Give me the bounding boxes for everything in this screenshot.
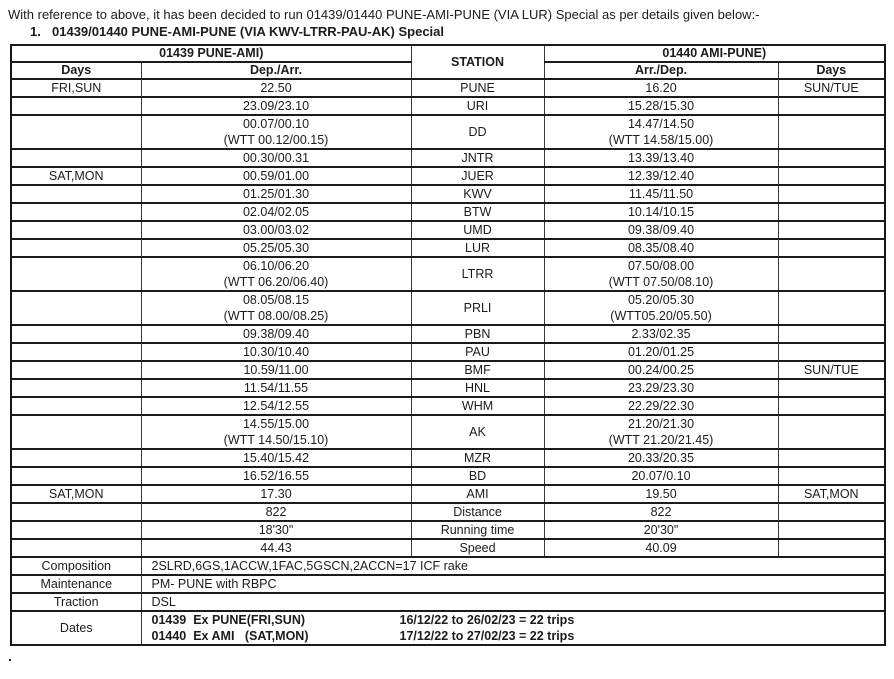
days-left-cell xyxy=(11,503,141,521)
dates-train: 01440 Ex AMI (SAT,MON) xyxy=(151,629,309,643)
days-right-cell xyxy=(778,167,885,185)
arr-dep-cell: 07.50/08.00 (WTT 07.50/08.10) xyxy=(544,257,778,291)
station-cell: PUNE xyxy=(411,79,544,97)
section-heading-number: 1. xyxy=(30,24,41,39)
arr-dep-cell: 21.20/21.30 (WTT 21.20/21.45) xyxy=(544,415,778,449)
days-right-cell xyxy=(778,257,885,291)
days-left-cell xyxy=(11,343,141,361)
arr-dep-cell: 22.29/22.30 xyxy=(544,397,778,415)
timetable-row xyxy=(11,467,885,485)
dep-arr-cell: 05.25/05.30 xyxy=(141,239,411,257)
days-left-cell: SAT,MON xyxy=(11,485,141,503)
dep-arr-cell: 10.59/11.00 xyxy=(141,361,411,379)
footer-row xyxy=(11,575,885,593)
dep-arr-cell: 12.54/12.55 xyxy=(141,397,411,415)
timetable-row xyxy=(11,415,885,449)
days-left-cell xyxy=(11,257,141,291)
footer-body xyxy=(11,557,885,645)
dep-arr-cell: 00.30/00.31 xyxy=(141,149,411,167)
dep-arr-cell: 03.00/03.02 xyxy=(141,221,411,239)
timetable xyxy=(10,44,886,646)
days-left-cell: FRI,SUN xyxy=(11,79,141,97)
footer-row xyxy=(11,557,885,575)
days-right-cell xyxy=(778,397,885,415)
timetable-row xyxy=(11,539,885,557)
section-heading xyxy=(30,24,894,40)
dep-arr-cell: 16.52/16.55 xyxy=(141,467,411,485)
dep-arr-cell: 15.40/15.42 xyxy=(141,449,411,467)
arr-dep-cell: 40.09 xyxy=(544,539,778,557)
days-right-cell xyxy=(778,467,885,485)
timetable-row xyxy=(11,397,885,415)
days-right-cell xyxy=(778,503,885,521)
days-left-cell xyxy=(11,415,141,449)
days-left-cell xyxy=(11,449,141,467)
footer-row xyxy=(11,593,885,611)
station-cell: BTW xyxy=(411,203,544,221)
timetable-row xyxy=(11,343,885,361)
days-right-cell: SUN/TUE xyxy=(778,361,885,379)
station-cell: Running time xyxy=(411,521,544,539)
dates-train: 01439 Ex PUNE(FRI,SUN) xyxy=(151,613,306,627)
station-cell: Distance xyxy=(411,503,544,521)
station-cell: AK xyxy=(411,415,544,449)
arr-dep-cell: 20.33/20.35 xyxy=(544,449,778,467)
dep-arr-cell: 02.04/02.05 xyxy=(141,203,411,221)
dep-arr-cell: 23.09/23.10 xyxy=(141,97,411,115)
timetable-row xyxy=(11,79,885,97)
dep-arr-cell: 00.07/00.10 (WTT 00.12/00.15) xyxy=(141,115,411,149)
days-right-cell: SAT,MON xyxy=(778,485,885,503)
station-cell: PBN xyxy=(411,325,544,343)
days-left-cell xyxy=(11,521,141,539)
arr-dep-cell: 09.38/09.40 xyxy=(544,221,778,239)
days-right-cell xyxy=(778,149,885,167)
footer-label-cell: Traction xyxy=(11,593,141,611)
days-right-header: Days xyxy=(778,62,885,79)
timetable-row xyxy=(11,325,885,343)
days-right-cell xyxy=(778,343,885,361)
dep-arr-cell: 09.38/09.40 xyxy=(141,325,411,343)
dep-arr-cell: 08.05/08.15 (WTT 08.00/08.25) xyxy=(141,291,411,325)
footer-value-cell: 2SLRD,6GS,1ACCW,1FAC,5GSCN,2ACCN=17 ICF rake xyxy=(141,557,885,575)
days-right-cell xyxy=(778,449,885,467)
days-left-cell xyxy=(11,149,141,167)
days-right-cell xyxy=(778,185,885,203)
days-right-cell xyxy=(778,521,885,539)
group-header-row xyxy=(11,45,885,62)
intro-text: With reference to above, it has been decided to run 01439/01440 PUNE-AMI-PUNE (VIA LUR) Special as per details given below:- xyxy=(8,7,760,22)
timetable-row xyxy=(11,203,885,221)
dep-arr-cell: 18'30" xyxy=(141,521,411,539)
footer-value-cell: PM- PUNE with RBPC xyxy=(141,575,885,593)
dep-arr-cell: 22.50 xyxy=(141,79,411,97)
days-right-cell xyxy=(778,97,885,115)
days-right-cell: SUN/TUE xyxy=(778,79,885,97)
arr-dep-cell: 11.45/11.50 xyxy=(544,185,778,203)
station-cell: BMF xyxy=(411,361,544,379)
arr-dep-cell: 08.35/08.40 xyxy=(544,239,778,257)
days-left-cell xyxy=(11,539,141,557)
arr-dep-cell: 20'30" xyxy=(544,521,778,539)
days-left-cell xyxy=(11,203,141,221)
arr-dep-cell: 14.47/14.50 (WTT 14.58/15.00) xyxy=(544,115,778,149)
timetable-row xyxy=(11,521,885,539)
days-left-cell xyxy=(11,115,141,149)
footer-value-cell: DSL xyxy=(141,593,885,611)
arr-dep-cell: 20.07/0.10 xyxy=(544,467,778,485)
dep-arr-cell: 06.10/06.20 (WTT 06.20/06.40) xyxy=(141,257,411,291)
dep-arr-cell: 44.43 xyxy=(141,539,411,557)
group-header-right: 01440 AMI-PUNE) xyxy=(544,45,885,62)
station-cell: JNTR xyxy=(411,149,544,167)
dep-arr-cell: 822 xyxy=(141,503,411,521)
timetable-row xyxy=(11,115,885,149)
timetable-row xyxy=(11,97,885,115)
dates-schedule: 17/12/22 to 27/02/23 = 22 trips xyxy=(399,629,575,643)
arr-dep-cell: 13.39/13.40 xyxy=(544,149,778,167)
arr-dep-cell: 2.33/02.35 xyxy=(544,325,778,343)
group-header-left: 01439 PUNE-AMI) xyxy=(11,45,411,62)
station-cell: PRLI xyxy=(411,291,544,325)
arr-dep-cell: 01.20/01.25 xyxy=(544,343,778,361)
arr-dep-cell: 16.20 xyxy=(544,79,778,97)
timetable-row xyxy=(11,449,885,467)
days-left-cell xyxy=(11,379,141,397)
timetable-row xyxy=(11,361,885,379)
timetable-row xyxy=(11,379,885,397)
days-left-cell: SAT,MON xyxy=(11,167,141,185)
dep-arr-cell: 00.59/01.00 xyxy=(141,167,411,185)
dep-arr-cell: 01.25/01.30 xyxy=(141,185,411,203)
days-right-cell xyxy=(778,291,885,325)
days-right-cell xyxy=(778,115,885,149)
station-cell: KWV xyxy=(411,185,544,203)
dep-arr-cell: 14.55/15.00 (WTT 14.50/15.10) xyxy=(141,415,411,449)
timetable-row xyxy=(11,485,885,503)
trailing-dot: . xyxy=(8,648,12,664)
arr-dep-header: Arr./Dep. xyxy=(544,62,778,79)
arr-dep-cell: 23.29/23.30 xyxy=(544,379,778,397)
station-cell: UMD xyxy=(411,221,544,239)
station-cell: WHM xyxy=(411,397,544,415)
days-left-cell xyxy=(11,361,141,379)
timetable-row xyxy=(11,503,885,521)
timetable-head xyxy=(11,45,885,79)
timetable-row xyxy=(11,149,885,167)
days-left-cell xyxy=(11,185,141,203)
days-right-cell xyxy=(778,415,885,449)
station-cell: AMI xyxy=(411,485,544,503)
days-left-cell xyxy=(11,239,141,257)
footer-label-cell: Composition xyxy=(11,557,141,575)
timetable-row xyxy=(11,221,885,239)
arr-dep-cell: 05.20/05.30 (WTT05.20/05.50) xyxy=(544,291,778,325)
days-right-cell xyxy=(778,221,885,239)
days-right-cell xyxy=(778,539,885,557)
footer-value-cell xyxy=(141,611,885,645)
footer-label-cell: Dates xyxy=(11,611,141,645)
station-cell: DD xyxy=(411,115,544,149)
arr-dep-cell: 19.50 xyxy=(544,485,778,503)
station-cell: PAU xyxy=(411,343,544,361)
days-left-cell xyxy=(11,325,141,343)
dep-arr-cell: 10.30/10.40 xyxy=(141,343,411,361)
station-cell: HNL xyxy=(411,379,544,397)
days-right-cell xyxy=(778,379,885,397)
days-left-cell xyxy=(11,467,141,485)
station-cell: LTRR xyxy=(411,257,544,291)
timetable-row xyxy=(11,185,885,203)
footer-label-cell: Maintenance xyxy=(11,575,141,593)
dep-arr-header: Dep./Arr. xyxy=(141,62,411,79)
arr-dep-cell: 10.14/10.15 xyxy=(544,203,778,221)
days-left-cell xyxy=(11,291,141,325)
station-column-header: STATION xyxy=(411,45,544,79)
station-cell: URI xyxy=(411,97,544,115)
days-left-cell xyxy=(11,397,141,415)
station-cell: BD xyxy=(411,467,544,485)
section-heading-title: 01439/01440 PUNE-AMI-PUNE (VIA KWV-LTRR-PAU-AK) Special xyxy=(52,24,445,39)
station-cell: JUER xyxy=(411,167,544,185)
dep-arr-cell: 17.30 xyxy=(141,485,411,503)
timetable-row xyxy=(11,239,885,257)
arr-dep-cell: 15.28/15.30 xyxy=(544,97,778,115)
timetable-row xyxy=(11,167,885,185)
timetable-row xyxy=(11,257,885,291)
dates-schedule: 16/12/22 to 26/02/23 = 22 trips xyxy=(399,613,575,627)
days-right-cell xyxy=(778,203,885,221)
days-left-header: Days xyxy=(11,62,141,79)
days-right-cell xyxy=(778,325,885,343)
timetable-body xyxy=(11,79,885,557)
days-right-cell xyxy=(778,239,885,257)
station-cell: Speed xyxy=(411,539,544,557)
arr-dep-cell: 822 xyxy=(544,503,778,521)
footer-row xyxy=(11,611,885,645)
dep-arr-cell: 11.54/11.55 xyxy=(141,379,411,397)
station-cell: LUR xyxy=(411,239,544,257)
arr-dep-cell: 12.39/12.40 xyxy=(544,167,778,185)
arr-dep-cell: 00.24/00.25 xyxy=(544,361,778,379)
station-cell: MZR xyxy=(411,449,544,467)
timetable-row xyxy=(11,291,885,325)
days-left-cell xyxy=(11,221,141,239)
days-left-cell xyxy=(11,97,141,115)
